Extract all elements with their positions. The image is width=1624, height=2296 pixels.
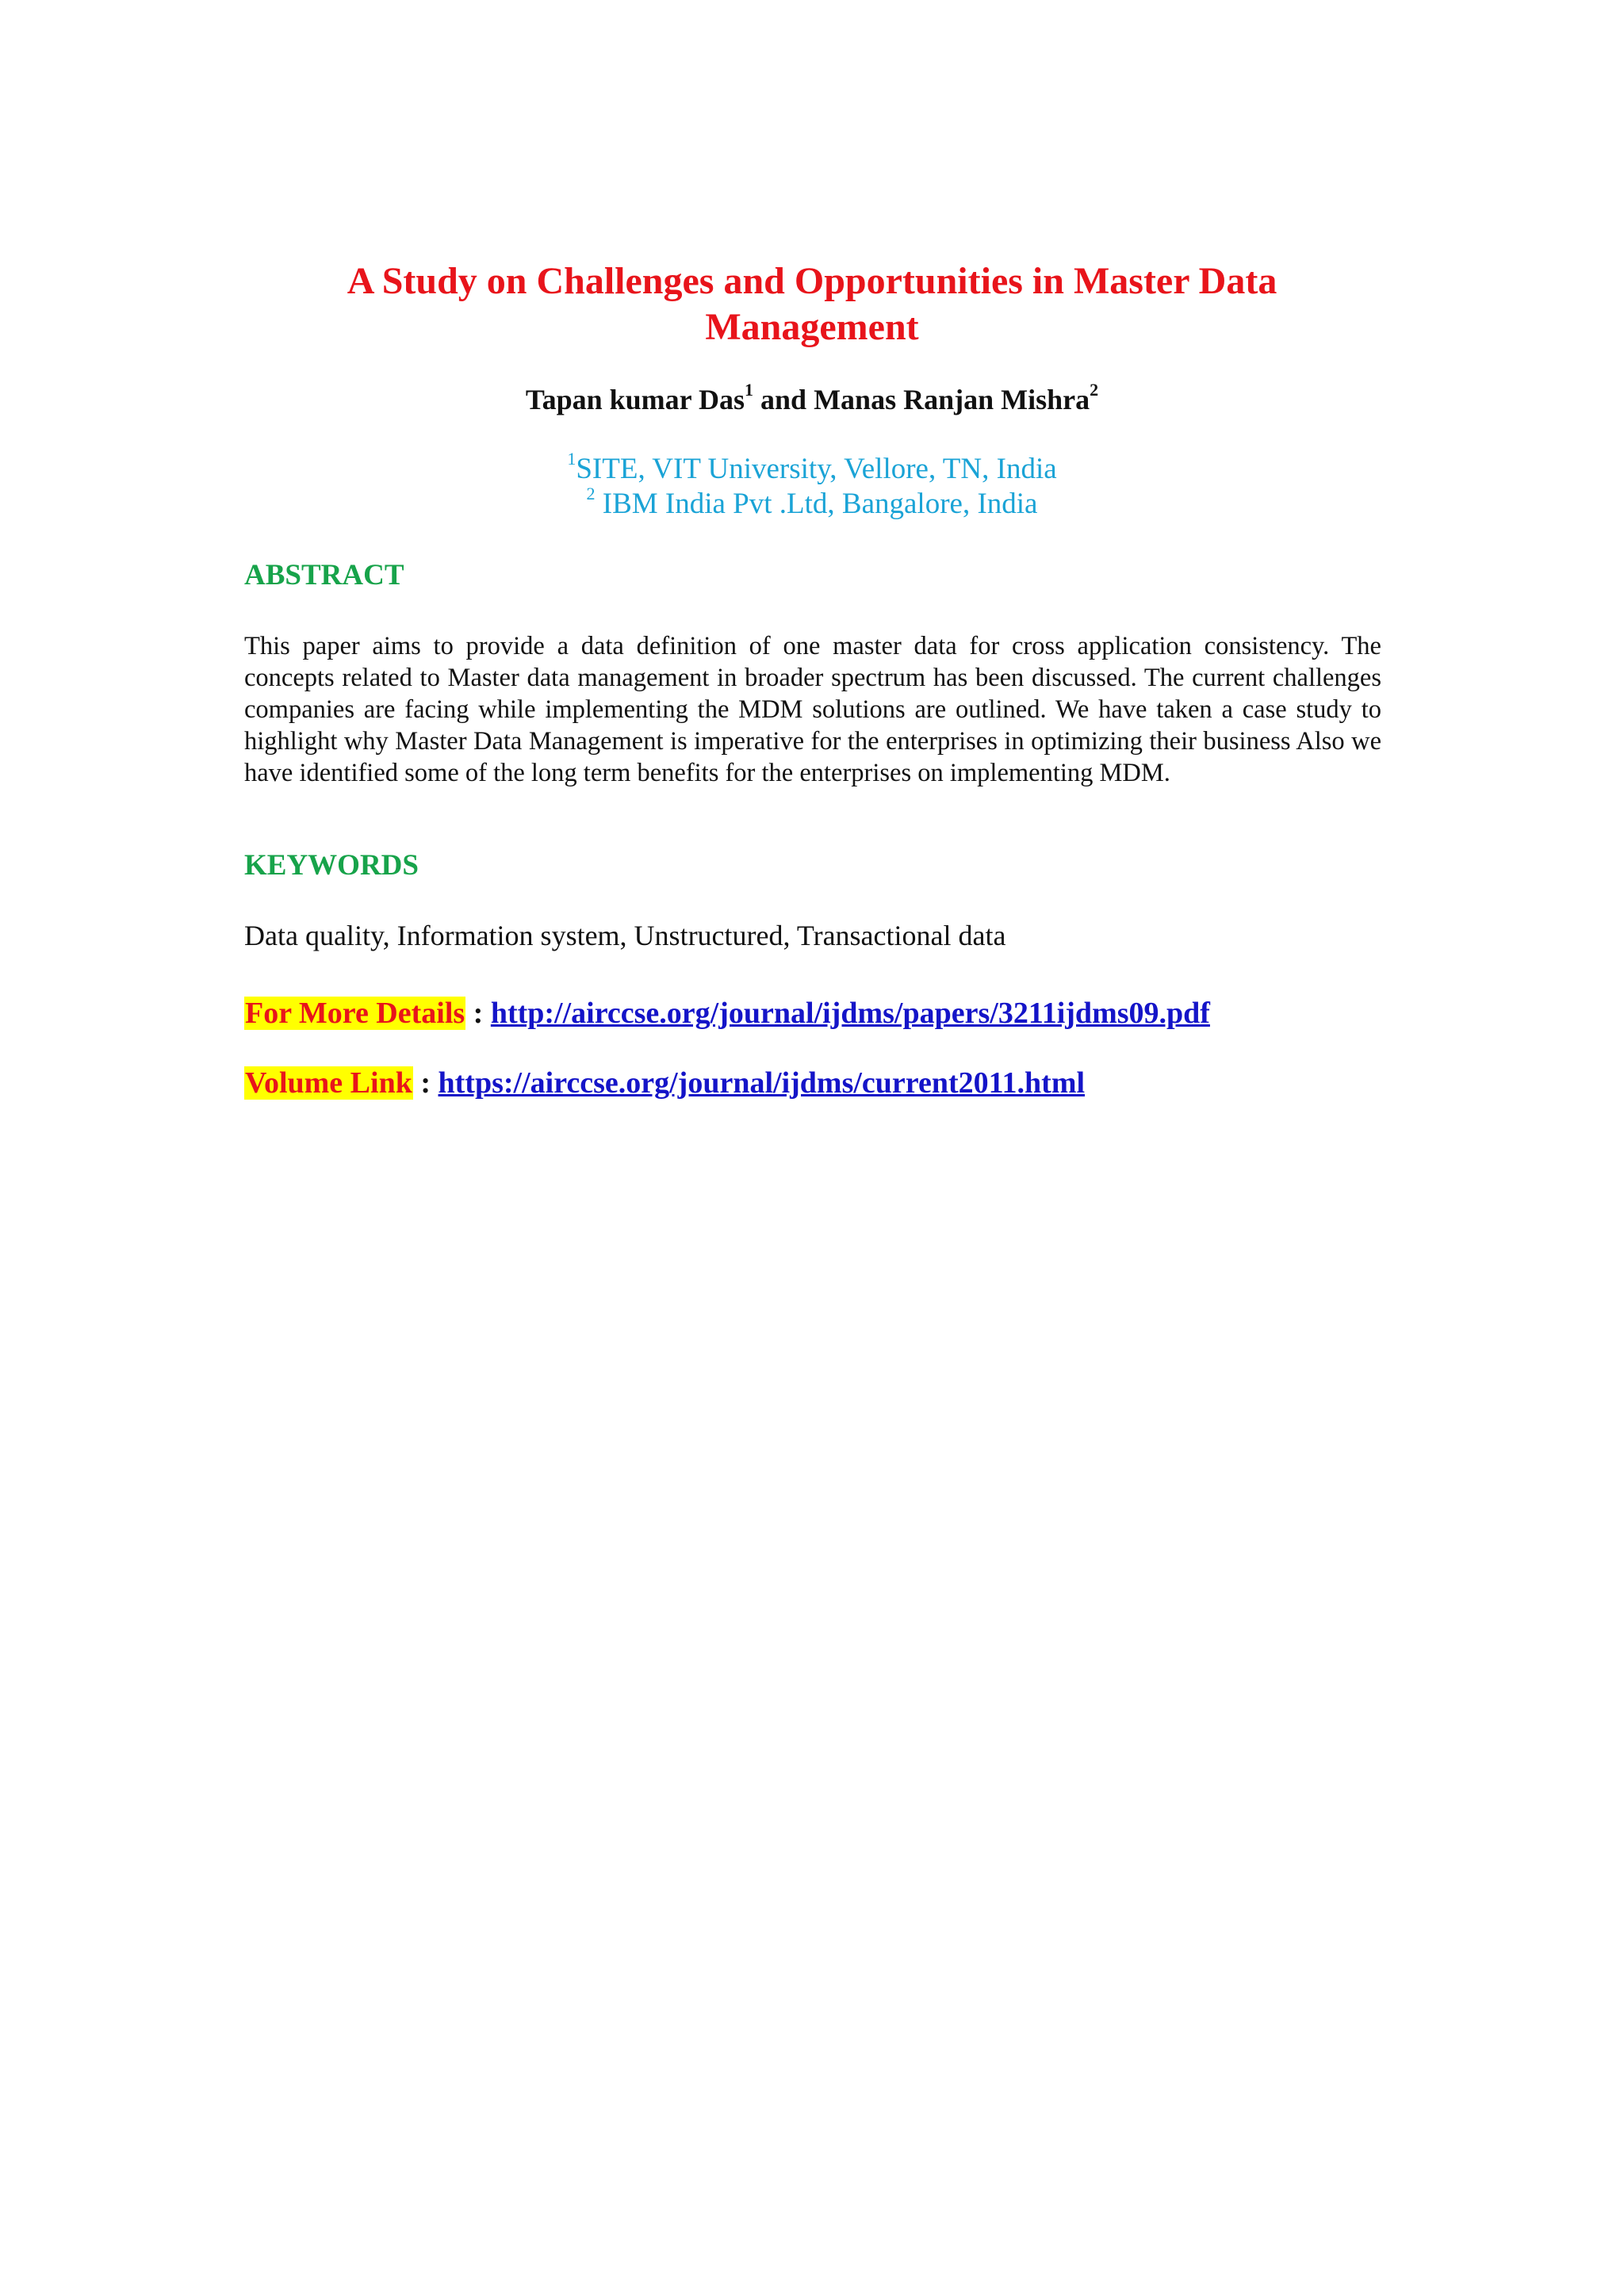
- author-2-affiliation-mark: 2: [1090, 380, 1099, 400]
- volume-link-separator: :: [412, 1066, 439, 1100]
- abstract-heading: ABSTRACT: [244, 559, 404, 591]
- volume-link-label: Volume Link: [245, 1066, 412, 1100]
- keywords-heading: KEYWORDS: [244, 849, 419, 882]
- author-1-name: Tapan kumar Das: [525, 384, 745, 415]
- keywords-list: Data quality, Information system, Unstructured, Transactional data: [244, 920, 1006, 951]
- author-list: [0, 382, 1624, 417]
- author-2-name: Manas Ranjan Mishra: [814, 384, 1090, 415]
- volume-link-row: [244, 1065, 1085, 1101]
- paper-title-line-2: Management: [705, 306, 919, 348]
- more-details-link[interactable]: http://airccse.org/journal/ijdms/papers/3211ijdms09.pdf: [490, 997, 1210, 1030]
- affiliation-2-text: IBM India Pvt .Ltd, Bangalore, India: [595, 488, 1038, 520]
- paper-title: [0, 258, 1624, 350]
- volume-link[interactable]: https://airccse.org/journal/ijdms/current2011.html: [438, 1066, 1086, 1100]
- affiliation-1-text: SITE, VIT University, Vellore, TN, India: [576, 453, 1057, 485]
- more-details-label: For More Details: [245, 997, 465, 1030]
- affiliation-2-mark: 2: [586, 483, 596, 503]
- affiliation-1: [0, 448, 1624, 487]
- author-conjunction: and: [753, 384, 814, 415]
- author-1-affiliation-mark: 1: [745, 380, 754, 400]
- more-details-row: [244, 995, 1210, 1031]
- paper-title-line-1: A Study on Challenges and Opportunities in Master Data: [347, 260, 1277, 302]
- affiliation-2: [0, 483, 1624, 522]
- more-details-separator: :: [465, 997, 491, 1030]
- abstract-body: This paper aims to provide a data definition of one master data for cross application consistency. The concepts related to Master data management in broader spectrum has been discussed. The current challenges companies are facing while implementing the MDM solutions are outlined. We have taken a case study to highlight why Master Data Management is imperative for the enterprises in optimizing their business Also we have identified some of the long term benefits for the enterprises on implementing MDM.: [244, 632, 1381, 787]
- affiliation-1-mark: 1: [567, 448, 576, 469]
- affiliations: [0, 448, 1624, 522]
